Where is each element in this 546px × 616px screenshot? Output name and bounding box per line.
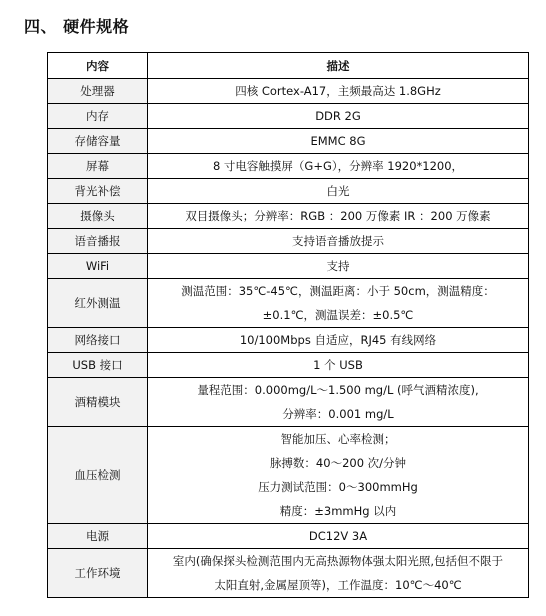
row-description [148,328,529,353]
table-row [48,524,529,549]
section-heading: 四、 硬件规格 [24,17,130,36]
description-line: 量程范围：0.000mg/L～1.500 mg/L (呼气酒精浓度), [197,383,479,397]
row-label: USB 接口 [48,353,148,378]
description-line: ±0.1℃，测温误差：±0.5℃ [262,308,414,322]
row-label: 酒精模块 [48,378,148,427]
table-body [48,79,529,598]
table-row [48,279,529,328]
description-line: DDR 2G [315,109,361,123]
table-row [48,129,529,154]
table-row [48,204,529,229]
row-label: 工作环境 [48,549,148,598]
table-row [48,104,529,129]
description-line: 1 个 USB [313,358,363,372]
description-line: 室内(确保探头检测范围内无高热源物体强太阳光照,包括但不限于 [172,554,504,568]
row-description [148,104,529,129]
description-line: 脉搏数：40～200 次/分钟 [269,456,407,470]
table-row [48,328,529,353]
description-line: 10/100Mbps 自适应，RJ45 有线网络 [239,333,437,347]
description-line: DC12V 3A [308,529,368,543]
row-description [148,427,529,524]
row-description [148,154,529,179]
row-label: 语音播报 [48,229,148,254]
table-row [48,378,529,427]
description-line: 支持语音播放提示 [292,234,384,248]
table-row [48,254,529,279]
row-label: 摄像头 [48,204,148,229]
row-label: 网络接口 [48,328,148,353]
table-row [48,427,529,524]
description-line: 太阳直射,金属屋顶等)，工作温度：10℃～40℃ [214,578,462,592]
description-line: EMMC 8G [310,134,366,148]
row-label: 屏幕 [48,154,148,179]
table-row [48,229,529,254]
description-line: 测温范围：35℃-45℃，测温距离：小于 50cm，测温精度： [181,284,495,298]
table-row [48,353,529,378]
header-description: 描述 [148,53,529,79]
description-line: 双目摄像头；分辨率：RGB ：200 万像素 IR ：200 万像素 [185,209,491,223]
row-label: 红外测温 [48,279,148,328]
row-description [148,204,529,229]
row-description [148,378,529,427]
row-label: 电源 [48,524,148,549]
table-row [48,154,529,179]
row-label: 内存 [48,104,148,129]
table-row [48,549,529,598]
row-description [148,279,529,328]
row-label: 存储容量 [48,129,148,154]
row-description [148,549,529,598]
description-line: 分辨率：0.001 mg/L [282,407,394,421]
row-description [148,229,529,254]
table-row [48,179,529,204]
table-row [48,79,529,104]
hardware-spec-table [47,52,529,598]
description-line: 精度：±3mmHg 以内 [279,504,397,518]
header-content: 内容 [48,53,148,79]
row-label: 处理器 [48,79,148,104]
row-label: 背光补偿 [48,179,148,204]
row-description [148,353,529,378]
description-line: 支持 [326,259,350,273]
row-description [148,129,529,154]
row-description [148,179,529,204]
description-line: 白光 [326,184,350,198]
description-line: 智能加压、心率检测； [280,432,396,446]
row-label: WiFi [48,254,148,279]
row-label: 血压检测 [48,427,148,524]
row-description [148,79,529,104]
description-line: 8 寸电容触摸屏（G+G），分辨率 1920*1200， [212,159,464,173]
row-description [148,524,529,549]
row-description [148,254,529,279]
table-header-row [48,53,529,79]
description-line: 四核 Cortex-A17，主频最高达 1.8GHz [235,84,441,98]
description-line: 压力测试范围：0～300mmHg [258,480,418,494]
